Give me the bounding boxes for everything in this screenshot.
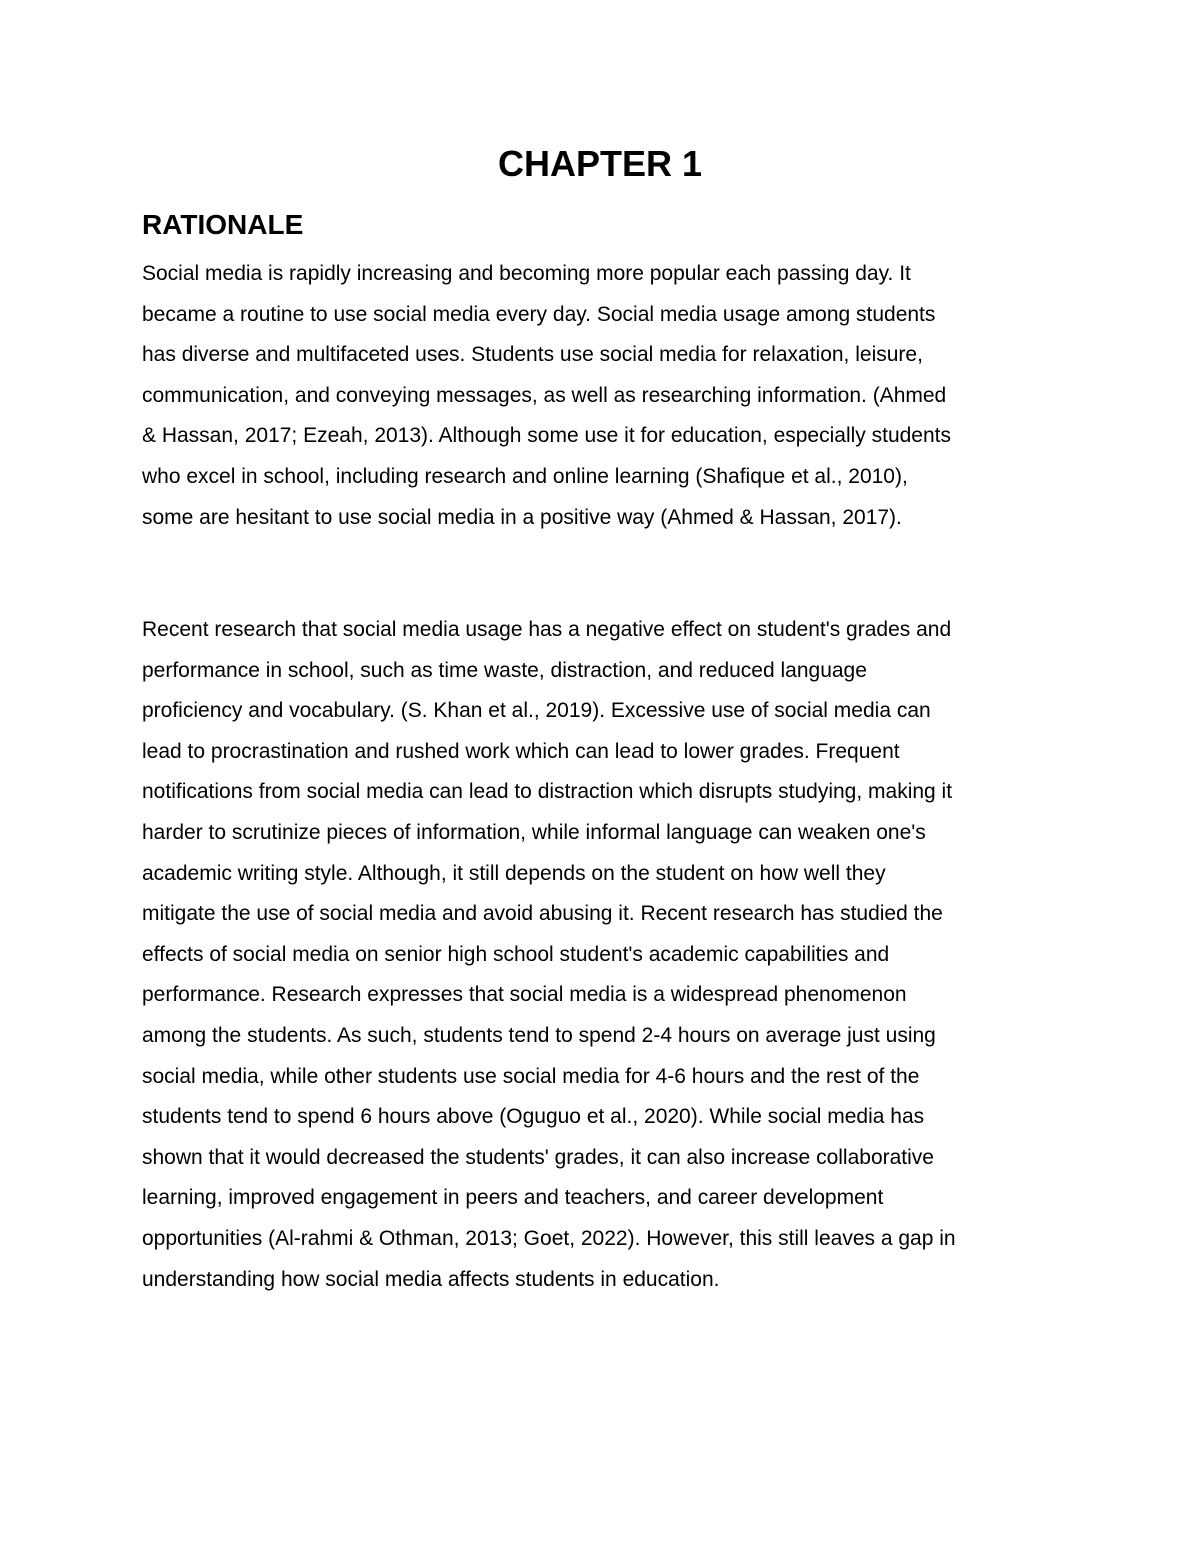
paragraph-line: students tend to spend 6 hours above (Oguguo et al., 2020). While social media has <box>142 1105 925 1129</box>
paragraph-line: proficiency and vocabulary. (S. Khan et al., 2019). Excessive use of social media can <box>142 699 931 723</box>
paragraph-line: lead to procrastination and rushed work which can lead to lower grades. Frequent <box>142 739 900 763</box>
paragraph-line: among the students. As such, students tend to spend 2-4 hours on average just using <box>142 1023 936 1047</box>
paragraph-line: became a routine to use social media every day. Social media usage among students <box>142 302 936 326</box>
paragraph-line: Recent research that social media usage has a negative effect on student's grades and <box>142 618 952 641</box>
paragraph-line: performance in school, such as time waste, distraction, and reduced language <box>142 658 867 682</box>
paragraph-line: harder to scrutinize pieces of information, while informal language can weaken one's <box>142 820 926 844</box>
paragraph-line: learning, improved engagement in peers and teachers, and career development <box>142 1186 884 1210</box>
paragraph-line: performance. Research expresses that social media is a widespread phenomenon <box>142 983 907 1007</box>
paragraph-line: opportunities (Al-rahmi & Othman, 2013; Goet, 2022). However, this still leaves a gap in <box>142 1226 956 1250</box>
chapter-title: CHAPTER 1 <box>497 143 703 184</box>
paragraph-line: social media, while other students use social media for 4-6 hours and the rest of the <box>142 1064 920 1088</box>
paragraph-line: communication, and conveying messages, as well as researching information. (Ahmed <box>142 383 947 407</box>
paragraph-line: understanding how social media affects students in education. <box>142 1267 720 1291</box>
paragraph-line: Social media is rapidly increasing and becoming more popular each passing day. It <box>142 262 911 285</box>
paragraph-line: effects of social media on senior high school student's academic capabilities and <box>142 942 890 966</box>
paragraph-line: notifications from social media can lead to distraction which disrupts studying, making it <box>142 780 953 804</box>
paragraph-2 <box>142 610 1082 1300</box>
paragraph-line: academic writing style. Although, it still depends on the student on how well they <box>142 861 886 885</box>
paragraph-line: mitigate the use of social media and avoid abusing it. Recent research has studied the <box>142 902 943 926</box>
paragraph-line: some are hesitant to use social media in a positive way (Ahmed & Hassan, 2017). <box>142 505 902 529</box>
paragraph-1 <box>142 254 1082 538</box>
paragraph-line: & Hassan, 2017; Ezeah, 2013). Although some use it for education, especially students <box>142 424 952 448</box>
paragraph-line: who excel in school, including research and online learning (Shafique et al., 2010), <box>142 464 908 488</box>
section-heading: RATIONALE <box>142 209 304 240</box>
paragraph-line: has diverse and multifaceted uses. Students use social media for relaxation, leisure, <box>142 343 923 367</box>
paragraph-line: shown that it would decreased the students' grades, it can also increase collaborative <box>142 1145 934 1169</box>
